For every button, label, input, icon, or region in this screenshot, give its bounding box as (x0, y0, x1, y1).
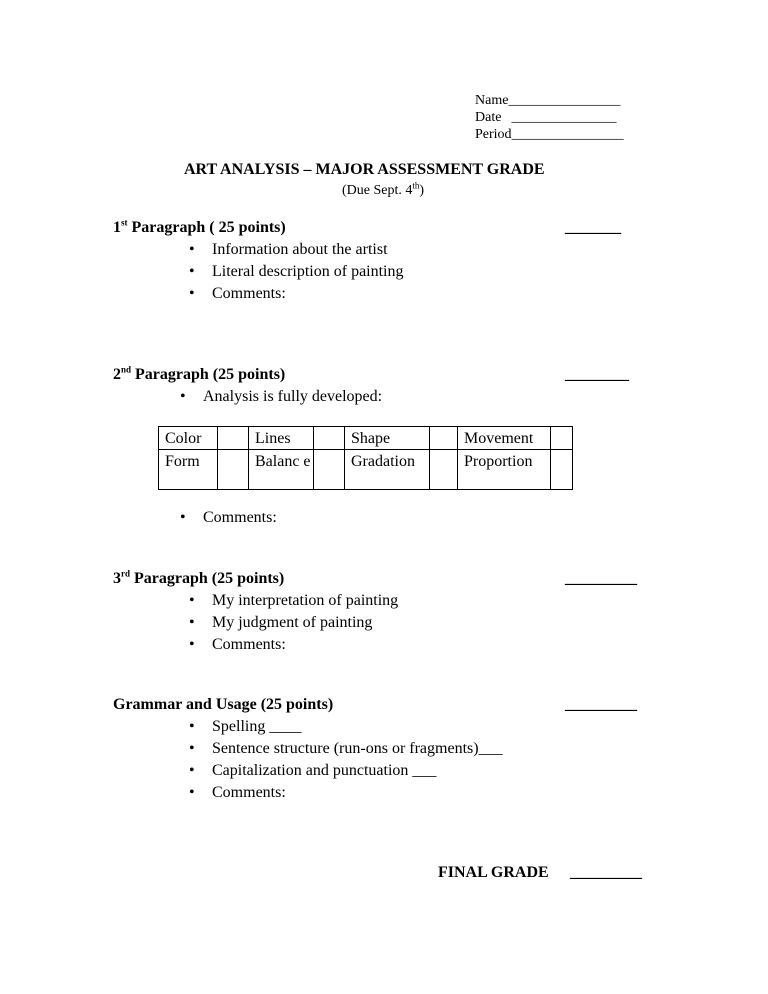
table-cell: Gradation (345, 450, 430, 490)
period-label: Period (475, 127, 512, 142)
name-blank[interactable]: ________________ (508, 93, 621, 108)
date-blank[interactable]: _______________ (511, 110, 617, 125)
due-date: (Due Sept. 4th) (342, 180, 425, 198)
table-cell: Movement (458, 427, 551, 450)
checkbox-cell[interactable] (218, 427, 249, 450)
checkbox-cell[interactable] (314, 450, 345, 490)
grammar-heading: Grammar and Usage (25 points) (113, 696, 334, 713)
list-item: • My judgment of painting (212, 614, 372, 632)
checkbox-cell[interactable] (551, 427, 573, 450)
name-label: Name (475, 93, 509, 108)
grammar-score-blank[interactable]: _________ (565, 696, 637, 713)
table-cell: Lines (249, 427, 314, 450)
list-item: • Sentence structure (run-ons or fragments)___ (212, 740, 503, 758)
date-label: Date (475, 110, 502, 125)
section-1-score-blank[interactable]: _______ (565, 219, 621, 236)
table-cell: Color (159, 427, 218, 450)
date-line (475, 109, 616, 126)
list-item: • Comments: (212, 285, 286, 303)
table-row (159, 450, 573, 490)
list-item: • Literal description of painting (212, 263, 404, 281)
table-cell: Proportion (458, 450, 551, 490)
period-blank[interactable]: ________________ (511, 127, 624, 142)
final-grade-blank[interactable]: _________ (570, 864, 642, 881)
list-item: • Comments: (212, 784, 286, 802)
name-line (475, 92, 620, 109)
checkbox-cell[interactable] (430, 450, 458, 490)
section-3-score-blank[interactable]: _________ (565, 570, 637, 587)
checkbox-cell[interactable] (430, 427, 458, 450)
art-elements-table (158, 426, 573, 490)
list-item: • Information about the artist (212, 241, 388, 259)
page-title: ART ANALYSIS – MAJOR ASSESSMENT GRADE (184, 161, 545, 178)
section-1-heading: 1st Paragraph ( 25 points) (113, 217, 286, 236)
table-cell: Form (159, 450, 218, 490)
list-item: • Comments: (212, 636, 286, 654)
section-3-heading: 3rd Paragraph (25 points) (113, 568, 285, 587)
list-item: • Analysis is fully developed: (203, 388, 382, 406)
list-item: • Spelling ____ (212, 718, 301, 736)
table-cell: Shape (345, 427, 430, 450)
list-item: • Comments: (203, 509, 277, 527)
final-grade-label: FINAL GRADE (438, 864, 549, 881)
table-row (159, 427, 573, 450)
table-cell: Balanc e (249, 450, 314, 490)
checkbox-cell[interactable] (314, 427, 345, 450)
period-line (475, 126, 624, 143)
list-item: • Capitalization and punctuation ___ (212, 762, 436, 780)
list-item: • My interpretation of painting (212, 592, 398, 610)
checkbox-cell[interactable] (218, 450, 249, 490)
checkbox-cell[interactable] (551, 450, 573, 490)
section-2-score-blank[interactable]: ________ (565, 366, 629, 383)
section-2-heading: 2nd Paragraph (25 points) (113, 364, 286, 383)
